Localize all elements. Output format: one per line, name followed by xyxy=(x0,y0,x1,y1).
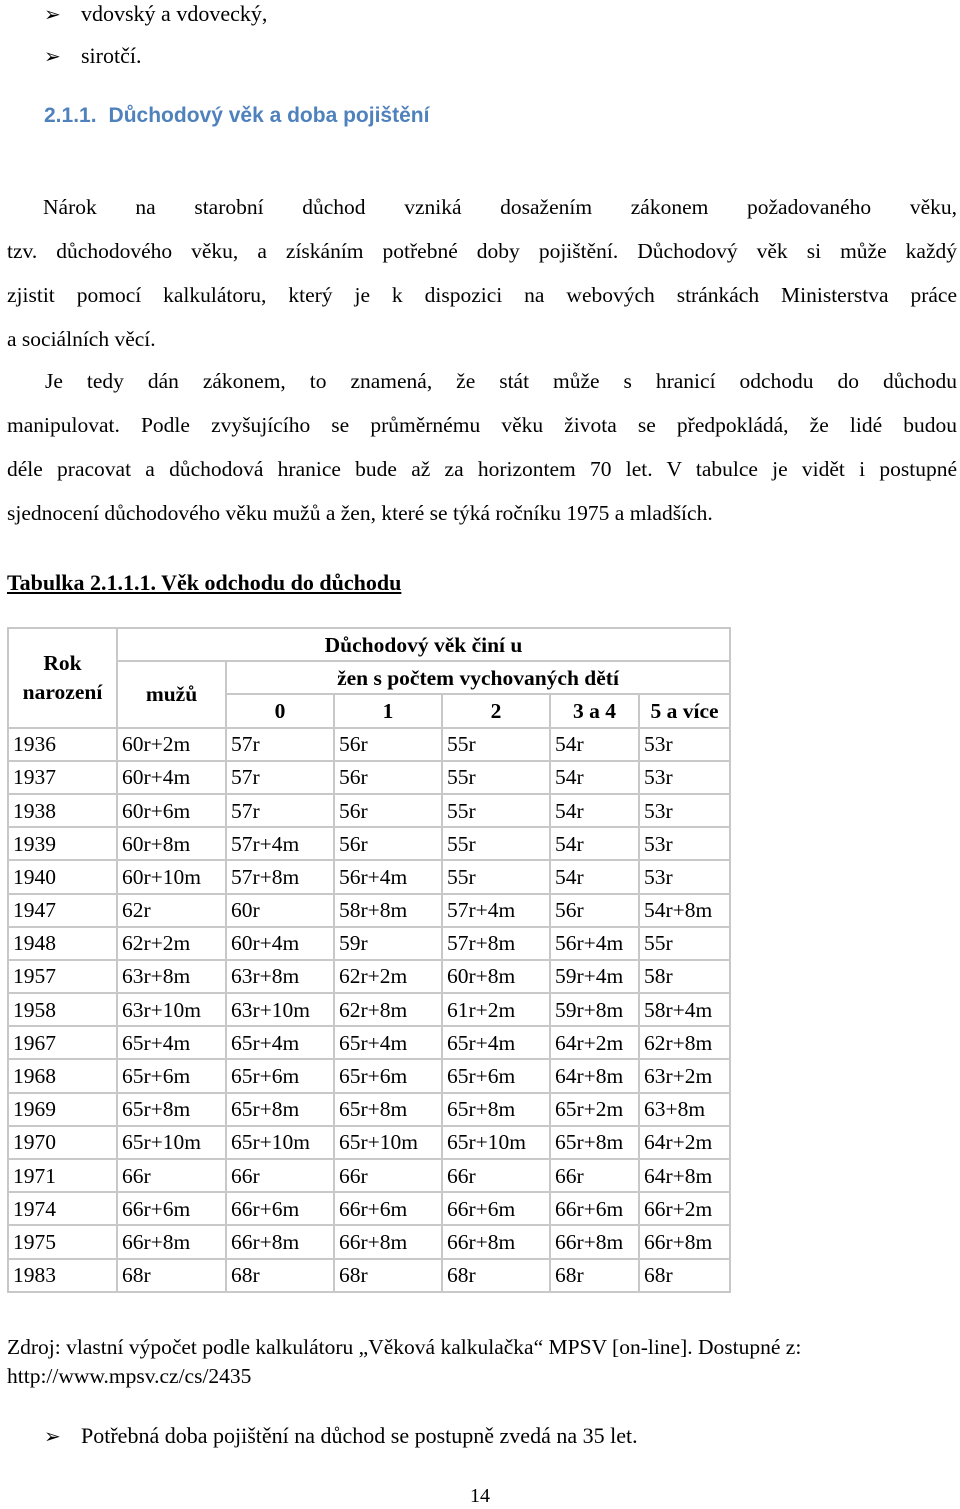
table-cell-age: 53r xyxy=(639,827,730,860)
table-cell-age: 60r+6m xyxy=(117,794,226,827)
table-cell-year: 1937 xyxy=(8,761,117,794)
table-row xyxy=(8,794,730,827)
table-cell-age: 66r xyxy=(550,1159,639,1192)
table-cell-year: 1967 xyxy=(8,1026,117,1059)
table-cell-age: 55r xyxy=(442,794,550,827)
table-cell-age: 54r xyxy=(550,728,639,761)
table-cell-age: 57r+8m xyxy=(442,927,550,960)
table-cell-year: 1969 xyxy=(8,1093,117,1126)
table-cell-age: 54r xyxy=(550,761,639,794)
table-row xyxy=(8,1225,730,1258)
table-cell-age: 66r+8m xyxy=(442,1225,550,1258)
table-cell-year: 1947 xyxy=(8,894,117,927)
table-cell-age: 65r+8m xyxy=(550,1126,639,1159)
table-cell-age: 57r xyxy=(226,761,334,794)
table-cell-year: 1975 xyxy=(8,1225,117,1258)
table-cell-age: 65r+4m xyxy=(334,1026,442,1059)
table-cell-year: 1948 xyxy=(8,927,117,960)
table-cell-age: 68r xyxy=(550,1259,639,1292)
table-row xyxy=(8,1159,730,1192)
table-cell-age: 66r xyxy=(334,1159,442,1192)
table-row xyxy=(8,728,730,761)
bullet-text: vdovský a vdovecký, xyxy=(81,1,268,26)
header-duchodovy-vek: Důchodový věk činí u xyxy=(117,628,730,661)
table-cell-age: 65r+4m xyxy=(226,1026,334,1059)
table-cell-age: 56r xyxy=(550,894,639,927)
table-row xyxy=(8,927,730,960)
table-cell-age: 54r xyxy=(550,794,639,827)
table-cell-age: 54r+8m xyxy=(639,894,730,927)
header-children-3-4: 3 a 4 xyxy=(550,694,639,727)
arrow-bullet-icon: ➢ xyxy=(44,1426,61,1448)
table-cell-age: 56r xyxy=(334,794,442,827)
table-cell-age: 66r+2m xyxy=(639,1192,730,1225)
table-cell-age: 65r+10m xyxy=(117,1126,226,1159)
bullet-text: sirotčí. xyxy=(81,43,142,68)
table-cell-age: 55r xyxy=(442,761,550,794)
bullet-item xyxy=(44,1422,638,1451)
table-cell-year: 1970 xyxy=(8,1126,117,1159)
table-cell-age: 55r xyxy=(442,827,550,860)
table-cell-age: 58r+4m xyxy=(639,993,730,1026)
table-cell-year: 1968 xyxy=(8,1059,117,1092)
table-cell-year: 1939 xyxy=(8,827,117,860)
section-heading xyxy=(44,104,429,128)
source-note: Zdroj: vlastní výpočet podle kalkulátoru „Věková kalkulačka“ MPSV [on-line]. Dostupné z: http://www.mpsv.cz/cs/2435 xyxy=(7,1335,802,1388)
table-cell-age: 62r xyxy=(117,894,226,927)
table-cell-age: 65r+6m xyxy=(226,1059,334,1092)
table-cell-age: 66r+6m xyxy=(442,1192,550,1225)
table-row xyxy=(8,894,730,927)
table-cell-age: 57r+4m xyxy=(226,827,334,860)
table-cell-age: 63r+8m xyxy=(117,960,226,993)
table-cell-age: 58r xyxy=(639,960,730,993)
table-cell-age: 63r+10m xyxy=(117,993,226,1026)
paragraph-1 xyxy=(7,185,957,361)
paragraph-line: Nárok na starobní důchod vzniká dosažením zákonem požadovaného věku, xyxy=(43,195,957,219)
table-cell-age: 57r xyxy=(226,728,334,761)
header-rok-narozeni xyxy=(8,628,117,728)
table-cell-age: 60r+10m xyxy=(117,860,226,893)
table-cell-age: 60r+4m xyxy=(117,761,226,794)
table-cell-age: 63r+2m xyxy=(639,1059,730,1092)
header-children-1: 1 xyxy=(334,694,442,727)
table-row xyxy=(8,1059,730,1092)
table-cell-age: 61r+2m xyxy=(442,993,550,1026)
table-cell-age: 64r+8m xyxy=(550,1059,639,1092)
table-cell-age: 60r+8m xyxy=(117,827,226,860)
table-cell-age: 65r+8m xyxy=(117,1093,226,1126)
paragraph-line: tzv. důchodového věku, a získáním potřebné doby pojištění. Důchodový věk si může každý xyxy=(7,239,957,263)
table-cell-age: 64r+2m xyxy=(550,1026,639,1059)
bullet-item xyxy=(44,0,267,29)
table-cell-year: 1971 xyxy=(8,1159,117,1192)
table-cell-age: 55r xyxy=(442,728,550,761)
table-cell-age: 59r xyxy=(334,927,442,960)
paragraph-line: déle pracovat a důchodová hranice bude až za horizontem 70 let. V tabulce je vidět i postupné xyxy=(7,457,957,481)
table-cell-age: 62r+8m xyxy=(639,1026,730,1059)
table-cell-age: 66r+6m xyxy=(334,1192,442,1225)
table-cell-age: 63r+10m xyxy=(226,993,334,1026)
bullet-text: Potřebná doba pojištění na důchod se postupně zvedá na 35 let. xyxy=(81,1423,638,1448)
table-cell-age: 65r+6m xyxy=(117,1059,226,1092)
table-row xyxy=(8,1259,730,1292)
header-muzu: mužů xyxy=(117,661,226,727)
retirement-age-table xyxy=(7,627,731,1293)
table-row xyxy=(8,1026,730,1059)
paragraph-line: Je tedy dán zákonem, to znamená, že stát může s hranicí odchodu do důchodu xyxy=(45,369,957,393)
table-cell-age: 64r+2m xyxy=(639,1126,730,1159)
table-cell-age: 55r xyxy=(639,927,730,960)
table-cell-age: 56r+4m xyxy=(334,860,442,893)
table-row xyxy=(8,960,730,993)
arrow-bullet-icon: ➢ xyxy=(44,46,61,68)
table-cell-age: 65r+10m xyxy=(442,1126,550,1159)
table-cell-age: 62r+8m xyxy=(334,993,442,1026)
table-caption: Tabulka 2.1.1.1. Věk odchodu do důchodu xyxy=(7,570,402,595)
table-cell-age: 66r+6m xyxy=(117,1192,226,1225)
table-cell-age: 66r+8m xyxy=(639,1225,730,1258)
table-row xyxy=(8,761,730,794)
table-cell-age: 55r xyxy=(442,860,550,893)
paragraph-line: sjednocení důchodového věku mužů a žen, které se týká ročníku 1975 a mladších. xyxy=(7,501,713,525)
table-cell-age: 66r xyxy=(442,1159,550,1192)
table-cell-age: 58r+8m xyxy=(334,894,442,927)
table-cell-age: 68r xyxy=(117,1259,226,1292)
header-zen: žen s počtem vychovaných dětí xyxy=(226,661,730,694)
table-cell-age: 66r+8m xyxy=(226,1225,334,1258)
paragraph-line: a sociálních věcí. xyxy=(7,327,156,351)
table-cell-year: 1936 xyxy=(8,728,117,761)
bullet-item xyxy=(44,42,142,71)
section-number: 2.1.1. xyxy=(44,104,97,127)
header-children-2: 2 xyxy=(442,694,550,727)
header-children-5-plus: 5 a více xyxy=(639,694,730,727)
table-row xyxy=(8,1126,730,1159)
table-cell-age: 63+8m xyxy=(639,1093,730,1126)
table-cell-age: 65r+4m xyxy=(442,1026,550,1059)
table-cell-age: 66r+8m xyxy=(550,1225,639,1258)
table-cell-age: 60r+2m xyxy=(117,728,226,761)
table-cell-age: 60r+4m xyxy=(226,927,334,960)
table-row xyxy=(8,860,730,893)
table-row xyxy=(8,993,730,1026)
table-cell-age: 65r+8m xyxy=(334,1093,442,1126)
table-cell-age: 68r xyxy=(442,1259,550,1292)
table-row xyxy=(8,827,730,860)
table-cell-age: 57r+4m xyxy=(442,894,550,927)
table-cell-age: 57r xyxy=(226,794,334,827)
table-cell-age: 53r xyxy=(639,860,730,893)
table-cell-age: 66r+6m xyxy=(550,1192,639,1225)
table-cell-age: 65r+6m xyxy=(334,1059,442,1092)
table-cell-age: 62r+2m xyxy=(334,960,442,993)
table-cell-age: 53r xyxy=(639,728,730,761)
table-row xyxy=(8,1093,730,1126)
table-cell-age: 66r xyxy=(117,1159,226,1192)
paragraph-line: manipulovat. Podle zvyšujícího se průměrnému věku života se předpokládá, že lidé budou xyxy=(7,413,957,437)
table-cell-age: 56r xyxy=(334,827,442,860)
table-cell-age: 64r+8m xyxy=(639,1159,730,1192)
table-cell-age: 56r xyxy=(334,761,442,794)
table-cell-age: 66r+6m xyxy=(226,1192,334,1225)
table-cell-year: 1983 xyxy=(8,1259,117,1292)
table-cell-age: 68r xyxy=(226,1259,334,1292)
section-title: Důchodový věk a doba pojištění xyxy=(108,104,430,127)
arrow-bullet-icon: ➢ xyxy=(44,4,61,26)
table-cell-age: 63r+8m xyxy=(226,960,334,993)
table-cell-age: 65r+8m xyxy=(226,1093,334,1126)
table-cell-age: 56r xyxy=(334,728,442,761)
table-cell-age: 65r+4m xyxy=(117,1026,226,1059)
paragraph-2 xyxy=(7,359,957,535)
table-cell-age: 65r+10m xyxy=(226,1126,334,1159)
paragraph-line: zjistit pomocí kalkulátoru, který je k dispozici na webových stránkách Ministerstva práce xyxy=(7,283,957,307)
table-cell-age: 56r+4m xyxy=(550,927,639,960)
table-cell-age: 62r+2m xyxy=(117,927,226,960)
header-rok-label: Rok narození xyxy=(22,650,103,704)
table-cell-year: 1940 xyxy=(8,860,117,893)
table-cell-age: 59r+4m xyxy=(550,960,639,993)
table-cell-age: 65r+8m xyxy=(442,1093,550,1126)
table-cell-age: 65r+10m xyxy=(334,1126,442,1159)
table-cell-age: 65r+2m xyxy=(550,1093,639,1126)
table-cell-age: 60r+8m xyxy=(442,960,550,993)
page-number: 14 xyxy=(470,1485,490,1507)
table-cell-age: 53r xyxy=(639,761,730,794)
table-row xyxy=(8,1192,730,1225)
table-cell-age: 68r xyxy=(334,1259,442,1292)
table-cell-age: 57r+8m xyxy=(226,860,334,893)
table-cell-age: 66r xyxy=(226,1159,334,1192)
table-cell-age: 68r xyxy=(639,1259,730,1292)
table-cell-age: 54r xyxy=(550,860,639,893)
table-cell-age: 53r xyxy=(639,794,730,827)
table-cell-age: 54r xyxy=(550,827,639,860)
table-cell-year: 1938 xyxy=(8,794,117,827)
table-cell-age: 59r+8m xyxy=(550,993,639,1026)
table-cell-year: 1957 xyxy=(8,960,117,993)
table-cell-age: 60r xyxy=(226,894,334,927)
header-children-0: 0 xyxy=(226,694,334,727)
table-cell-year: 1958 xyxy=(8,993,117,1026)
table-cell-age: 66r+8m xyxy=(117,1225,226,1258)
table-cell-age: 66r+8m xyxy=(334,1225,442,1258)
table-cell-year: 1974 xyxy=(8,1192,117,1225)
table-cell-age: 65r+6m xyxy=(442,1059,550,1092)
